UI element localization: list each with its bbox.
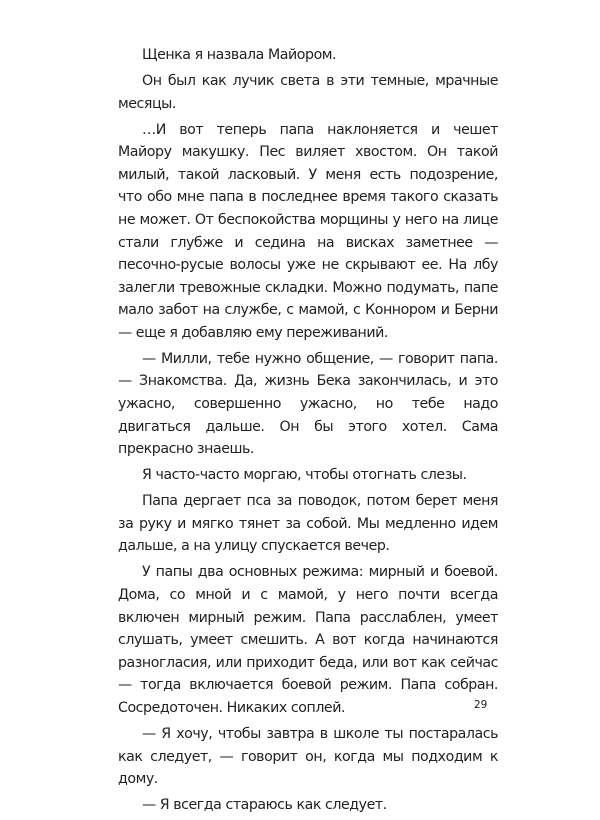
paragraph: Я часто-часто моргаю, чтобы отогнать слезы. [142, 467, 467, 484]
paragraph: Щенка я назвала Майором. [142, 47, 337, 63]
paragraph: …И вот теперь папа наклоняется и чешет Майору макушку. Пес виляет хвостом. Он такой милый, такой ласковый. У меня есть подозрение, что обо мне папа в последнее время такого сказать не может. От беспокойства морщины у него на лице стали глубже и седина на висках заметнее — песочно-русые волосы уже не скрывают ее. На лбу залегли тревожные складки. Можно подумать, папе мало забот на службе, с мамой, с Коннором и Берни — еще я добавляю ему переживаний. [118, 121, 498, 341]
page-number: 29 [474, 699, 488, 711]
paragraph: У папы два основных режима: мирный и боевой. Дома, со мной и с мамой, у него почти всегда включен мирный режим. Папа расслаблен, умеет слушать, умеет смешить. А вот когда начинаются разногласия, или приходит беда, или вот как сейчас — тогда включается боевой режим. Папа собран. Сосредоточен. Никаких соплей. [118, 564, 498, 716]
body-text [118, 44, 498, 820]
paragraph: — Милли, тебе нужно общение, — говорит папа. — Знакомства. Да, жизнь Бека закончилась, и это ужасно, совершенно ужасно, но тебе надо двигаться дальше. Он бы этого хотел. Сама прекрасно знаешь. [118, 350, 498, 458]
paragraph: — Я всегда стараюсь как следует. [142, 797, 387, 814]
paragraph: — Я хочу, чтобы завтра в школе ты постаралась как следует, — говорит он, когда мы подходим к дому. [118, 725, 498, 788]
paragraph: Он был как лучик света в эти темные, мрачные месяцы. [118, 72, 498, 112]
paragraph: Папа дергает пса за поводок, потом берет меня за руку и мягко тянет за собой. Мы медленно идем дальше, а на улицу спускается вечер. [118, 493, 498, 555]
